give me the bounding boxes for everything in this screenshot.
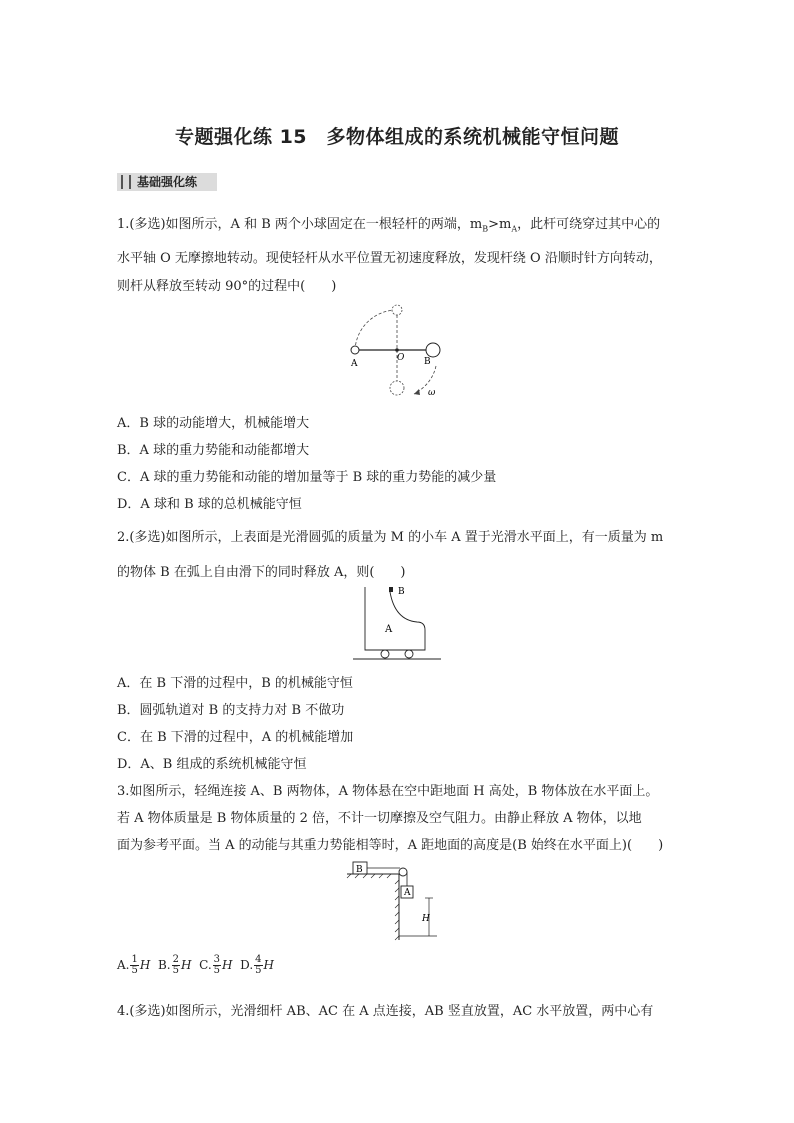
q2-option-d: D．A、B 组成的系统机械能守恒 — [117, 757, 307, 772]
q2-wheel-right — [405, 650, 413, 658]
q1-ghost-ball-top — [392, 305, 402, 315]
q1-label-omega: ω — [428, 388, 436, 398]
q3-choice-d-fraction — [254, 955, 262, 976]
q2-cart-body — [365, 587, 425, 650]
q1-option-a: A．B 球的动能增大，机械能增大 — [117, 416, 310, 431]
section-tag — [117, 173, 217, 191]
q3-line-2: 若 A 物体质量是 B 物体质量的 2 倍，不计一切摩擦及空气阻力。由静止释放 A 物体，以地 — [117, 811, 642, 826]
q3-choice-c — [199, 954, 233, 976]
q3-choice-c-var: H — [222, 958, 233, 972]
q1-dashed-arc-a — [355, 310, 397, 350]
q3-choice-b-den: 5 — [172, 965, 179, 976]
q3-label-a: A — [404, 888, 411, 898]
q1-option-b: B．A 球的重力势能和动能都增大 — [117, 443, 310, 458]
q3-choice-a-num: 1 — [131, 954, 138, 965]
q3-label-h: H — [422, 914, 430, 924]
q3-choice-d-label: D. — [240, 958, 254, 972]
q3-choice-b-label: B. — [157, 958, 171, 972]
page-title: 专题强化练 15 多物体组成的系统机械能守恒问题 — [174, 126, 620, 148]
q1-line-1 — [117, 213, 660, 234]
q2-line-2: 的物体 B 在弧上自由滑下的同时释放 A，则( ) — [117, 565, 406, 580]
q4-line-1: 4.(多选)如图所示，光滑细杆 AB、AC 在 A 点连接，AB 竖直放置，AC 水平放置，两中心有 — [117, 1004, 654, 1019]
q3-line-3: 面为参考平面。当 A 的动能与其重力势能相等时，A 距地面的高度是(B 始终在水平面上)( ) — [117, 838, 664, 853]
q2-option-b: B．圆弧轨道对 B 的支持力对 B 不做功 — [117, 703, 345, 718]
q1-ghost-ball-bottom — [390, 381, 404, 395]
q2-label-b: B — [398, 587, 405, 597]
q1-pivot — [395, 348, 399, 352]
q1-rotation-arrow-icon — [414, 389, 420, 395]
q3-choice-c-num: 3 — [213, 954, 221, 965]
q2-option-c: C．在 B 下滑的过程中，A 的机械能增加 — [117, 730, 354, 745]
q1-option-d: D．A 球和 B 球的总机械能守恒 — [117, 497, 302, 512]
q1-label-o: O — [397, 353, 405, 363]
q1-line-2: 水平轴 O 无摩擦地转动。现使轻杆从水平位置无初速度释放，发现杆绕 O 沿顺时针方向转动， — [117, 251, 662, 266]
q3-choice-a-var: H — [139, 958, 151, 972]
q3-choice-c-fraction — [213, 955, 221, 976]
q1-line-1-text: 1.(多选)如图所示，A 和 B 两个小球固定在一根轻杆的两端，m — [117, 217, 483, 232]
q1-line-1-end: ，此杆可绕穿过其中心的 — [517, 217, 661, 232]
q1-ball-a — [351, 346, 359, 354]
q2-wheel-left — [381, 650, 389, 658]
q3-choice-a-fraction — [130, 955, 138, 976]
q3-choice-d — [240, 954, 275, 976]
q2-cart-figure — [345, 582, 445, 664]
q3-choices — [117, 955, 274, 976]
section-label: 基础强化练 — [137, 175, 198, 189]
q1-label-b: B — [424, 357, 431, 367]
section-bars-icon — [121, 175, 131, 189]
q2-option-a: A．在 B 下滑的过程中，B 的机械能守恒 — [117, 676, 353, 691]
q2-label-a: A — [385, 624, 393, 635]
q3-choice-c-den: 5 — [213, 965, 221, 976]
q3-pulley-figure — [345, 858, 445, 944]
q3-hatching — [347, 874, 399, 940]
q2-line-1: 2.(多选)如图所示，上表面是光滑圆弧的质量为 M 的小车 A 置于光滑水平面上，有一质量为 m — [117, 530, 664, 545]
q1-rotating-rod-figure — [340, 300, 460, 400]
q2-block-b — [389, 587, 393, 592]
q3-choice-d-den: 5 — [255, 965, 262, 976]
q1-option-c: C．A 球的重力势能和动能的增加量等于 B 球的重力势能的减少量 — [117, 470, 497, 485]
q3-choice-b-fraction — [172, 955, 180, 976]
q3-choice-b-var: H — [180, 958, 192, 972]
q3-choice-a — [117, 954, 151, 976]
q3-line-1: 3.如图所示，轻绳连接 A、B 两物体，A 物体悬在空中距地面 H 高处，B 物体放在水平面上。 — [117, 784, 659, 799]
q1-ball-b — [426, 343, 440, 357]
q1-sub-b: B — [482, 224, 489, 234]
q3-choice-a-den: 5 — [131, 965, 138, 976]
q1-label-a: A — [351, 359, 358, 369]
q3-choice-d-var: H — [263, 958, 275, 972]
q3-choice-a-label: A. — [117, 958, 130, 972]
q1-line-3: 则杆从释放至转动 90°的过程中( ) — [117, 279, 337, 294]
q3-choice-b-num: 2 — [172, 954, 179, 965]
q3-choice-d-num: 4 — [255, 954, 262, 965]
q3-label-b: B — [356, 865, 363, 875]
q3-choice-b — [157, 954, 192, 976]
q1-sub-a: A — [511, 224, 518, 234]
q3-choice-c-label: C. — [199, 958, 212, 972]
q3-pulley — [399, 868, 407, 876]
q1-gt: >m — [488, 217, 512, 232]
